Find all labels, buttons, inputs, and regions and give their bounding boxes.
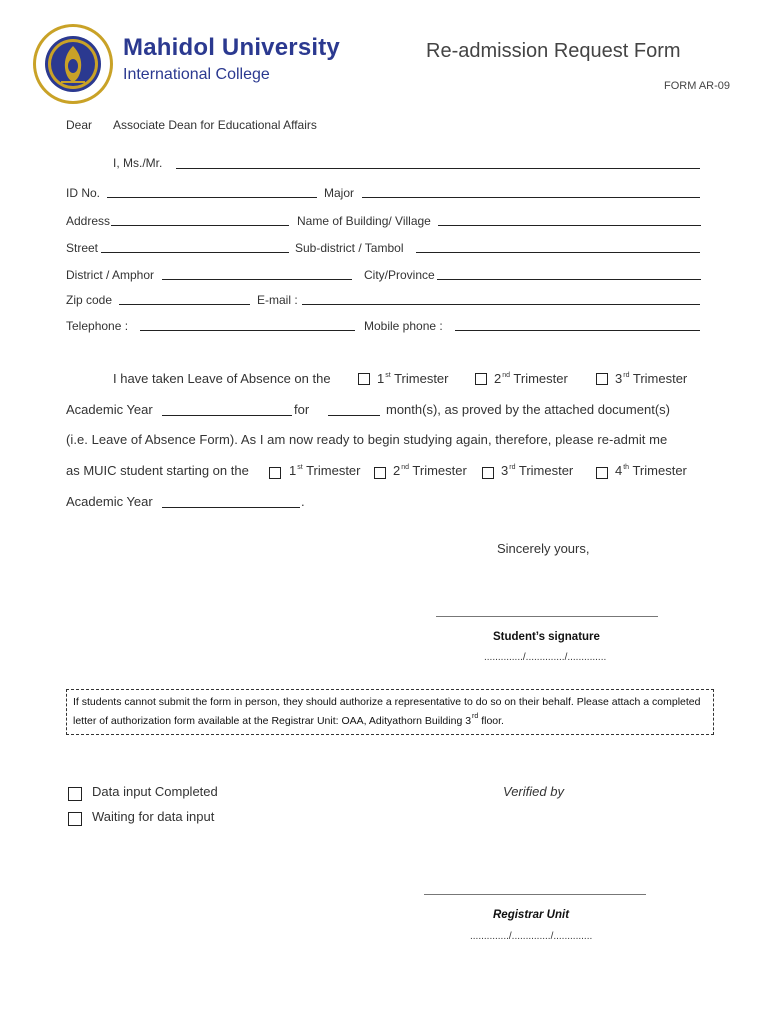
start-trimester-3-label: 3rd Trimester <box>501 463 574 478</box>
city-label: City/Province <box>364 268 435 282</box>
student-signature-date[interactable]: ............../............../.............. <box>484 652 607 663</box>
waiting-label: Waiting for data input <box>92 809 215 824</box>
district-label: District / Amphor <box>66 268 155 282</box>
district-field[interactable] <box>162 279 352 280</box>
registrar-signature-line[interactable] <box>424 894 646 895</box>
readmit-text: (i.e. Leave of Absence Form). As I am now ready to begin studying again, therefore, please re-admit me <box>66 432 668 447</box>
zip-label: Zip code <box>66 293 113 307</box>
start-academic-year-field[interactable] <box>162 507 300 508</box>
period-mark: . <box>301 494 305 509</box>
registrar-date[interactable]: ............../............../.............. <box>470 931 593 942</box>
leave-trimester-1-label: 1st Trimester <box>377 371 449 386</box>
address-label: Address <box>66 214 111 228</box>
student-signature-label: Student’s signature <box>493 631 600 643</box>
leave-trimester-3-label: 3rd Trimester <box>615 371 688 386</box>
mobile-field[interactable] <box>455 330 700 331</box>
start-intro-text: as MUIC student starting on the <box>66 463 249 478</box>
subdistrict-field[interactable] <box>416 252 700 253</box>
building-field[interactable] <box>438 225 701 226</box>
email-label: E-mail : <box>257 293 298 307</box>
data-completed-label: Data input Completed <box>92 784 218 799</box>
building-label: Name of Building/ Village <box>297 214 431 228</box>
months-text: month(s), as proved by the attached document(s) <box>386 402 670 417</box>
waiting-checkbox[interactable] <box>68 812 82 826</box>
start-trimester-1-label: 1st Trimester <box>289 463 361 478</box>
recipient-label: Associate Dean for Educational Affairs <box>113 118 317 132</box>
start-trimester-4-checkbox[interactable] <box>596 467 608 479</box>
authorization-notice: If students cannot submit the form in person, they should authorize a representative to do so on their behalf. Please attach a completed letter of authorization form available at the Registrar Unit: OAA, Adityathorn Building 3rd floor. <box>66 689 714 735</box>
months-field[interactable] <box>328 415 380 416</box>
data-completed-checkbox[interactable] <box>68 787 82 801</box>
start-trimester-3-checkbox[interactable] <box>482 467 494 479</box>
academic-year-label: Academic Year <box>66 402 153 417</box>
dear-label: Dear <box>66 118 93 132</box>
form-title: Re-admission Request Form <box>426 40 681 62</box>
mobile-label: Mobile phone : <box>364 319 443 333</box>
verified-by-label: Verified by <box>503 784 564 799</box>
major-field[interactable] <box>362 197 700 198</box>
leave-intro-text: I have taken Leave of Absence on the <box>113 371 331 386</box>
zip-field[interactable] <box>119 304 250 305</box>
start-trimester-4-label: 4th Trimester <box>615 463 687 478</box>
leave-academic-year-field[interactable] <box>162 415 292 416</box>
street-label: Street <box>66 241 99 255</box>
address-field[interactable] <box>111 225 289 226</box>
start-trimester-2-checkbox[interactable] <box>374 467 386 479</box>
id-label: ID No. <box>66 186 101 200</box>
start-trimester-1-checkbox[interactable] <box>269 467 281 479</box>
college-name: International College <box>123 66 270 83</box>
leave-trimester-3-checkbox[interactable] <box>596 373 608 385</box>
city-field[interactable] <box>437 279 701 280</box>
name-label: I, Ms./Mr. <box>113 156 163 170</box>
leave-trimester-2-checkbox[interactable] <box>475 373 487 385</box>
for-label: for <box>294 402 310 417</box>
registrar-unit-label: Registrar Unit <box>493 909 570 921</box>
form-number: FORM AR-09 <box>664 80 731 92</box>
mahidol-seal-logo <box>31 22 115 106</box>
name-field[interactable] <box>176 168 700 169</box>
telephone-label: Telephone : <box>66 319 129 333</box>
university-name: Mahidol University <box>123 34 340 61</box>
start-trimester-2-label: 2nd Trimester <box>393 463 467 478</box>
telephone-field[interactable] <box>140 330 355 331</box>
subdistrict-label: Sub-district / Tambol <box>295 241 404 255</box>
email-field[interactable] <box>302 304 700 305</box>
student-signature-line[interactable] <box>436 616 658 617</box>
leave-trimester-1-checkbox[interactable] <box>358 373 370 385</box>
major-label: Major <box>324 186 355 200</box>
sincerely-text: Sincerely yours, <box>497 541 590 556</box>
street-field[interactable] <box>101 252 289 253</box>
id-field[interactable] <box>107 197 317 198</box>
leave-trimester-2-label: 2nd Trimester <box>494 371 568 386</box>
start-academic-year-label: Academic Year <box>66 494 153 509</box>
